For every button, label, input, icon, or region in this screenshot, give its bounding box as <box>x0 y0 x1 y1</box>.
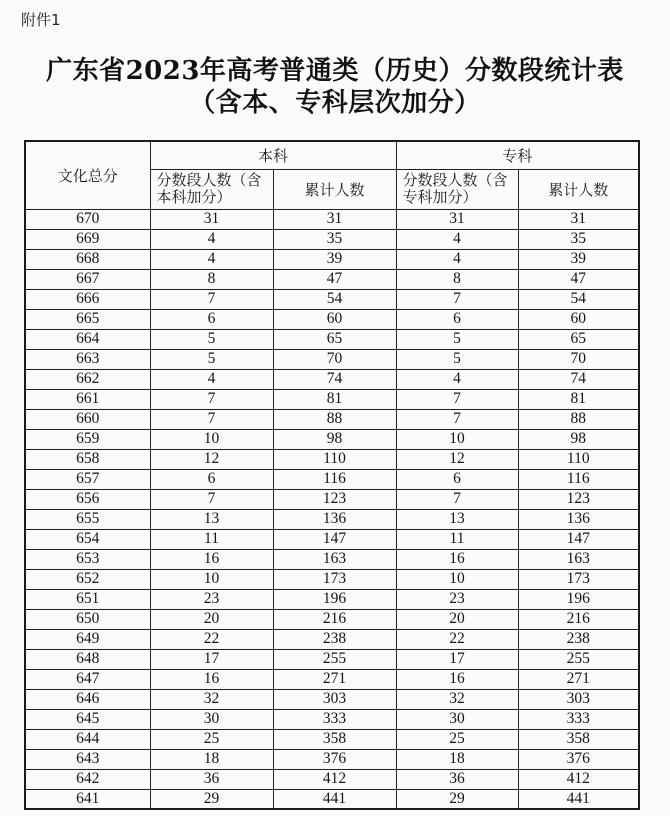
junior-cumulative-cell: 88 <box>518 409 639 429</box>
junior-cumulative-cell: 98 <box>518 429 639 449</box>
undergrad-cumulative-cell: 35 <box>273 229 396 249</box>
undergrad-count-cell: 8 <box>150 269 273 289</box>
junior-count-cell: 22 <box>396 629 518 649</box>
undergrad-cumulative-cell: 70 <box>273 349 396 369</box>
undergrad-cumulative-cell: 110 <box>273 449 396 469</box>
score-cell: 666 <box>25 289 150 309</box>
undergrad-cumulative-cell: 47 <box>273 269 396 289</box>
table-row <box>25 249 639 269</box>
junior-count-cell: 7 <box>396 409 518 429</box>
title-line-2: （含本、专科层次加分） <box>189 88 481 118</box>
junior-count-cell: 12 <box>396 449 518 469</box>
header-junior-count-line-1: 分数段人数（含 <box>402 171 508 189</box>
junior-count-cell: 29 <box>396 789 518 809</box>
table-row <box>25 229 639 249</box>
junior-count-cell: 10 <box>396 569 518 589</box>
table-row <box>25 569 639 589</box>
score-cell: 670 <box>25 209 150 229</box>
table-row <box>25 529 639 549</box>
junior-cumulative-cell: 70 <box>518 349 639 369</box>
undergrad-count-cell: 5 <box>150 349 273 369</box>
undergrad-cumulative-cell: 74 <box>273 369 396 389</box>
undergrad-count-cell: 30 <box>150 709 273 729</box>
undergrad-count-cell: 6 <box>150 469 273 489</box>
undergrad-cumulative-cell: 303 <box>273 689 396 709</box>
undergrad-count-cell: 5 <box>150 329 273 349</box>
undergrad-cumulative-cell: 65 <box>273 329 396 349</box>
junior-count-cell: 4 <box>396 369 518 389</box>
junior-count-cell: 32 <box>396 689 518 709</box>
undergrad-cumulative-cell: 136 <box>273 509 396 529</box>
title-line-1: 广东省2023年高考普通类（历史）分数段统计表 <box>46 56 624 86</box>
undergrad-count-cell: 16 <box>150 549 273 569</box>
junior-count-cell: 13 <box>396 509 518 529</box>
table-row <box>25 609 639 629</box>
junior-count-cell: 10 <box>396 429 518 449</box>
junior-count-cell: 7 <box>396 289 518 309</box>
junior-cumulative-cell: 376 <box>518 749 639 769</box>
junior-cumulative-cell: 47 <box>518 269 639 289</box>
junior-cumulative-cell: 255 <box>518 649 639 669</box>
table-row <box>25 669 639 689</box>
table-row <box>25 429 639 449</box>
score-cell: 667 <box>25 269 150 289</box>
junior-cumulative-cell: 173 <box>518 569 639 589</box>
junior-count-cell: 36 <box>396 769 518 789</box>
junior-count-cell: 6 <box>396 469 518 489</box>
score-cell: 645 <box>25 709 150 729</box>
junior-count-cell: 30 <box>396 709 518 729</box>
score-cell: 653 <box>25 549 150 569</box>
score-cell: 665 <box>25 309 150 329</box>
junior-cumulative-cell: 196 <box>518 589 639 609</box>
undergrad-count-cell: 4 <box>150 249 273 269</box>
junior-count-cell: 11 <box>396 529 518 549</box>
table-row <box>25 589 639 609</box>
score-cell: 648 <box>25 649 150 669</box>
header-junior: 专科 <box>396 141 639 169</box>
undergrad-cumulative-cell: 54 <box>273 289 396 309</box>
junior-cumulative-cell: 65 <box>518 329 639 349</box>
undergrad-cumulative-cell: 123 <box>273 489 396 509</box>
score-cell: 642 <box>25 769 150 789</box>
score-cell: 641 <box>25 789 150 809</box>
table-row <box>25 489 639 509</box>
junior-count-cell: 23 <box>396 589 518 609</box>
undergrad-cumulative-cell: 88 <box>273 409 396 429</box>
undergrad-cumulative-cell: 81 <box>273 389 396 409</box>
junior-count-cell: 4 <box>396 249 518 269</box>
undergrad-count-cell: 31 <box>150 209 273 229</box>
score-distribution-table <box>24 140 640 810</box>
table-row <box>25 789 639 809</box>
header-junior-cumulative: 累计人数 <box>518 169 639 209</box>
table-row <box>25 349 639 369</box>
undergrad-cumulative-cell: 238 <box>273 629 396 649</box>
table-row <box>25 709 639 729</box>
undergrad-count-cell: 10 <box>150 429 273 449</box>
undergrad-cumulative-cell: 98 <box>273 429 396 449</box>
score-cell: 659 <box>25 429 150 449</box>
junior-cumulative-cell: 271 <box>518 669 639 689</box>
table-row <box>25 449 639 469</box>
undergrad-cumulative-cell: 31 <box>273 209 396 229</box>
attachment-label: 附件1 <box>21 11 61 29</box>
header-undergrad-cumulative: 累计人数 <box>273 169 396 209</box>
junior-count-cell: 7 <box>396 389 518 409</box>
header-score: 文化总分 <box>25 141 150 209</box>
undergrad-count-cell: 22 <box>150 629 273 649</box>
junior-cumulative-cell: 123 <box>518 489 639 509</box>
undergrad-cumulative-cell: 116 <box>273 469 396 489</box>
score-cell: 657 <box>25 469 150 489</box>
junior-cumulative-cell: 35 <box>518 229 639 249</box>
junior-count-cell: 16 <box>396 669 518 689</box>
undergrad-count-cell: 4 <box>150 229 273 249</box>
table-row <box>25 309 639 329</box>
score-cell: 644 <box>25 729 150 749</box>
undergrad-cumulative-cell: 39 <box>273 249 396 269</box>
junior-count-cell: 17 <box>396 649 518 669</box>
undergrad-cumulative-cell: 271 <box>273 669 396 689</box>
junior-count-cell: 6 <box>396 309 518 329</box>
table-row <box>25 549 639 569</box>
undergrad-cumulative-cell: 376 <box>273 749 396 769</box>
score-cell: 661 <box>25 389 150 409</box>
undergrad-count-cell: 6 <box>150 309 273 329</box>
junior-cumulative-cell: 31 <box>518 209 639 229</box>
junior-cumulative-cell: 303 <box>518 689 639 709</box>
undergrad-count-cell: 7 <box>150 389 273 409</box>
undergrad-cumulative-cell: 163 <box>273 549 396 569</box>
table-row <box>25 509 639 529</box>
score-cell: 649 <box>25 629 150 649</box>
table-row <box>25 769 639 789</box>
undergrad-cumulative-cell: 216 <box>273 609 396 629</box>
undergrad-cumulative-cell: 441 <box>273 789 396 809</box>
undergrad-cumulative-cell: 173 <box>273 569 396 589</box>
table-row <box>25 469 639 489</box>
undergrad-cumulative-cell: 333 <box>273 709 396 729</box>
junior-cumulative-cell: 441 <box>518 789 639 809</box>
undergrad-count-cell: 7 <box>150 489 273 509</box>
score-cell: 651 <box>25 589 150 609</box>
score-cell: 647 <box>25 669 150 689</box>
junior-cumulative-cell: 216 <box>518 609 639 629</box>
score-cell: 654 <box>25 529 150 549</box>
table-header <box>25 141 639 209</box>
undergrad-count-cell: 32 <box>150 689 273 709</box>
undergrad-count-cell: 7 <box>150 409 273 429</box>
junior-count-cell: 7 <box>396 489 518 509</box>
junior-count-cell: 8 <box>396 269 518 289</box>
table-row <box>25 269 639 289</box>
junior-cumulative-cell: 39 <box>518 249 639 269</box>
score-cell: 646 <box>25 689 150 709</box>
undergrad-count-cell: 20 <box>150 609 273 629</box>
score-cell: 656 <box>25 489 150 509</box>
junior-count-cell: 16 <box>396 549 518 569</box>
header-row-1 <box>25 141 639 169</box>
score-cell: 668 <box>25 249 150 269</box>
undergrad-count-cell: 23 <box>150 589 273 609</box>
junior-cumulative-cell: 136 <box>518 509 639 529</box>
undergrad-cumulative-cell: 255 <box>273 649 396 669</box>
header-undergrad-count-line-2: 本科加分） <box>156 188 232 206</box>
undergrad-count-cell: 25 <box>150 729 273 749</box>
score-cell: 650 <box>25 609 150 629</box>
junior-count-cell: 5 <box>396 329 518 349</box>
table-row <box>25 389 639 409</box>
header-junior-count-line-2: 专科加分） <box>402 188 478 206</box>
score-cell: 655 <box>25 509 150 529</box>
undergrad-cumulative-cell: 147 <box>273 529 396 549</box>
junior-cumulative-cell: 60 <box>518 309 639 329</box>
undergrad-cumulative-cell: 412 <box>273 769 396 789</box>
score-cell: 660 <box>25 409 150 429</box>
undergrad-count-cell: 4 <box>150 369 273 389</box>
junior-count-cell: 4 <box>396 229 518 249</box>
undergrad-cumulative-cell: 358 <box>273 729 396 749</box>
junior-cumulative-cell: 54 <box>518 289 639 309</box>
junior-cumulative-cell: 81 <box>518 389 639 409</box>
undergrad-count-cell: 18 <box>150 749 273 769</box>
undergrad-count-cell: 17 <box>150 649 273 669</box>
header-undergrad-count-line-1: 分数段人数（含 <box>156 171 262 189</box>
junior-count-cell: 18 <box>396 749 518 769</box>
undergrad-count-cell: 10 <box>150 569 273 589</box>
junior-cumulative-cell: 74 <box>518 369 639 389</box>
junior-count-cell: 25 <box>396 729 518 749</box>
undergrad-count-cell: 7 <box>150 289 273 309</box>
undergrad-count-cell: 36 <box>150 769 273 789</box>
undergrad-count-cell: 16 <box>150 669 273 689</box>
score-cell: 662 <box>25 369 150 389</box>
score-cell: 669 <box>25 229 150 249</box>
undergrad-count-cell: 11 <box>150 529 273 549</box>
junior-count-cell: 5 <box>396 349 518 369</box>
table-row <box>25 209 639 229</box>
header-undergrad-count <box>150 169 273 209</box>
junior-cumulative-cell: 358 <box>518 729 639 749</box>
junior-cumulative-cell: 116 <box>518 469 639 489</box>
junior-cumulative-cell: 238 <box>518 629 639 649</box>
undergrad-count-cell: 29 <box>150 789 273 809</box>
junior-cumulative-cell: 333 <box>518 709 639 729</box>
junior-count-cell: 20 <box>396 609 518 629</box>
score-cell: 658 <box>25 449 150 469</box>
junior-cumulative-cell: 147 <box>518 529 639 549</box>
table-row <box>25 629 639 649</box>
table-row <box>25 409 639 429</box>
undergrad-count-cell: 13 <box>150 509 273 529</box>
table-row <box>25 649 639 669</box>
junior-cumulative-cell: 110 <box>518 449 639 469</box>
undergrad-count-cell: 12 <box>150 449 273 469</box>
undergrad-cumulative-cell: 196 <box>273 589 396 609</box>
undergrad-cumulative-cell: 60 <box>273 309 396 329</box>
junior-cumulative-cell: 163 <box>518 549 639 569</box>
header-junior-count <box>396 169 518 209</box>
score-cell: 652 <box>25 569 150 589</box>
table-row <box>25 289 639 309</box>
table-row <box>25 689 639 709</box>
header-undergrad: 本科 <box>150 141 396 169</box>
score-cell: 643 <box>25 749 150 769</box>
table-row <box>25 749 639 769</box>
table-row <box>25 329 639 349</box>
junior-count-cell: 31 <box>396 209 518 229</box>
junior-cumulative-cell: 412 <box>518 769 639 789</box>
table-body <box>25 209 639 809</box>
score-cell: 663 <box>25 349 150 369</box>
table-row <box>25 729 639 749</box>
table-row <box>25 369 639 389</box>
score-cell: 664 <box>25 329 150 349</box>
